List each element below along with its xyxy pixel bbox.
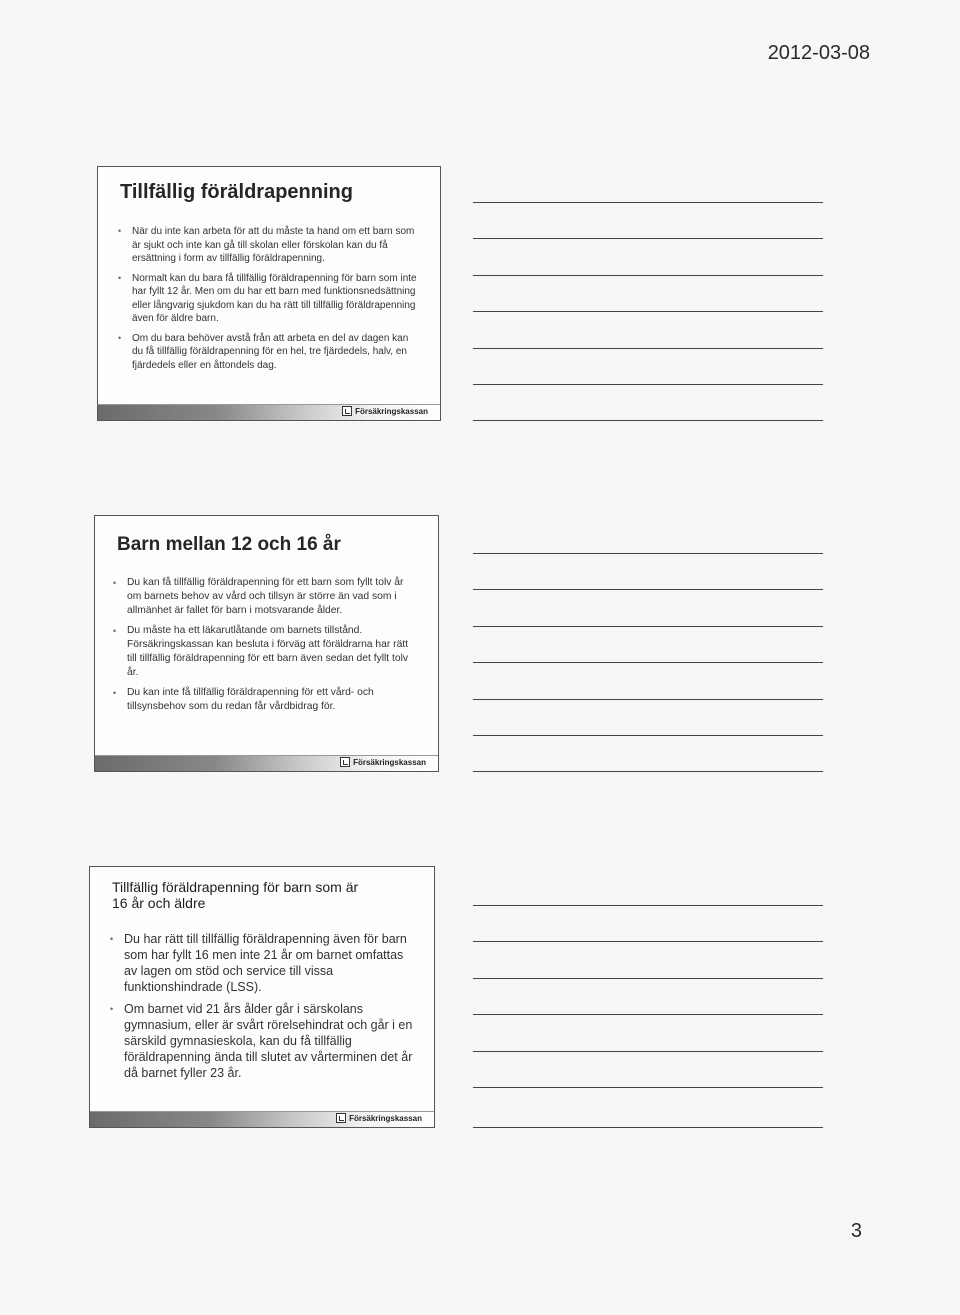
page-number: 3 [850,1220,862,1242]
slide-bullets [122,225,418,378]
bullet-item: • Du kan inte få tillfällig föräldrapenning för ett vård- och tillsynsbehov som du redan får vårdbidrag för. [117,686,417,714]
bullet-item: • Du har rätt till tillfällig föräldrapenning även för barn som har fyllt 16 men inte 21 år om barnet omfattas av lagen om stöd och service till vissa funktionshindrade (LSS). [114,931,414,995]
note-line [473,905,823,906]
brand-name: Försäkringskassan [355,406,428,416]
slide-title: Tillfällig föräldrapenning [120,181,353,203]
slide-3 [89,866,435,1128]
brand [340,757,426,767]
slide-footer [98,404,440,420]
forsakringskassan-logo-icon [342,406,352,416]
brand-name: Försäkringskassan [353,757,426,767]
forsakringskassan-logo-icon [340,757,350,767]
note-line [473,202,823,203]
note-line [473,626,823,627]
note-line [473,1087,823,1088]
note-line [473,311,823,312]
note-line [473,699,823,700]
note-line [473,238,823,239]
note-line [473,420,823,421]
bullet-item: • Du kan få tillfällig föräldrapenning för ett barn som fyllt tolv år om barnets behov av vård och tillsyn är större än vad som i allmänhet är fallet för barn i motsvarande ålder. [117,576,417,618]
note-line [473,589,823,590]
slide-title: Tillfällig föräldrapenning för barn som är 16 år och äldre [112,879,359,911]
note-line [473,941,823,942]
bullet-item: • När du inte kan arbeta för att du måste ta hand om ett barn som är sjukt och inte kan gå till skolan eller förskolan kan du få ersättning i form av tillfällig föräldrapenning. [122,225,418,266]
note-line [473,662,823,663]
slide-footer [95,755,438,771]
slide-2 [94,515,439,772]
brand-name: Försäkringskassan [349,1113,422,1123]
note-line [473,1127,823,1128]
slide-title: Barn mellan 12 och 16 år [117,534,341,555]
page-date: 2012-03-08 [767,42,870,64]
brand [336,1113,422,1123]
note-line [473,384,823,385]
note-line [473,735,823,736]
note-line [473,275,823,276]
bullet-item: • Normalt kan du bara få tillfällig föräldrapenning för barn som inte har fyllt 12 år. Men om du har ett barn med funktionsnedsättning eller långvarig sjukdom kan du ha rätt till tillfällig föräldrapenning även för äldre barn. [122,272,418,326]
bullet-item: • Om du bara behöver avstå från att arbeta en del av dagen kan du få tillfällig föräldrapenning för en hel, tre fjärdedels, halv, en fjärdedels eller en åttondels dag. [122,332,418,373]
note-line [473,978,823,979]
brand [342,406,428,416]
slide-footer [90,1111,434,1127]
bullet-item: • Du måste ha ett läkarutlåtande om barnets tillstånd. Försäkringskassan kan besluta i förväg att föräldrarna har rätt till tillfällig föräldrapenning för ett barn även sedan det fyllt tolv år. [117,624,417,680]
note-line [473,1014,823,1015]
note-line [473,553,823,554]
slide-bullets [114,931,414,1087]
slide-1 [97,166,441,421]
bullet-item: • Om barnet vid 21 års ålder går i särskolans gymnasium, eller är svårt rörelsehindrat och går i en särskild gymnasieskola, kan du få tillfällig föräldrapenning ända till slutet av vårterminen det år då barnet fyller 23 år. [114,1001,414,1081]
forsakringskassan-logo-icon [336,1113,346,1123]
note-line [473,1051,823,1052]
note-line [473,771,823,772]
slide-bullets [117,576,417,720]
note-line [473,348,823,349]
